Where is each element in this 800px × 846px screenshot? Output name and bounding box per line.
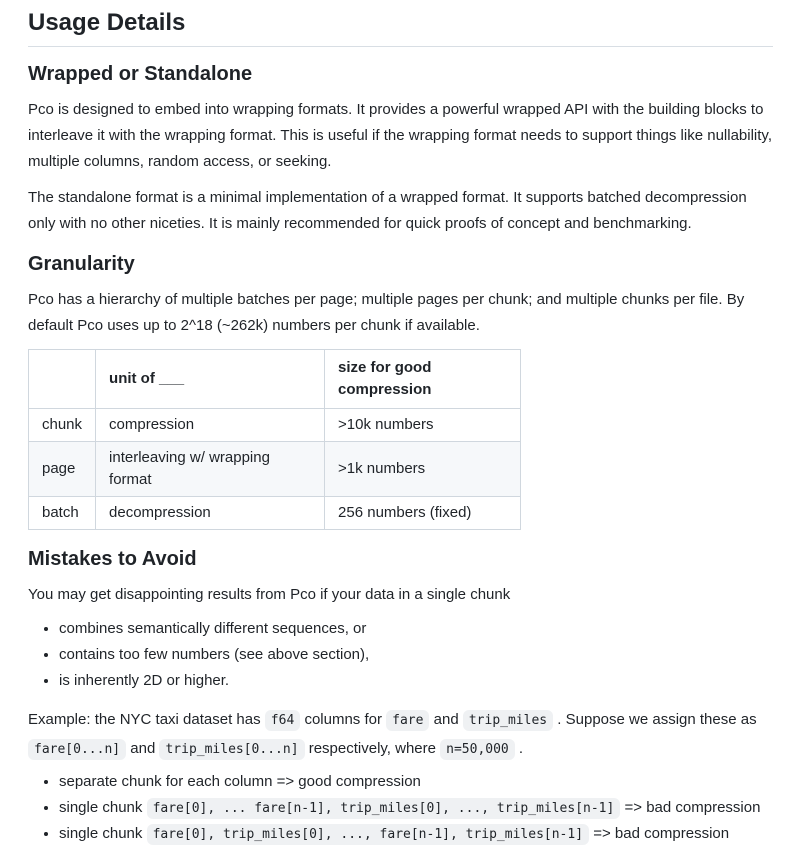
table-header-cell-size-for-good-compression: size for good compression bbox=[325, 350, 521, 409]
table-header-row bbox=[29, 350, 521, 409]
inline-code: fare bbox=[386, 710, 429, 731]
table-cell: interleaving w/ wrapping format bbox=[96, 442, 325, 497]
table-cell: 256 numbers (fixed) bbox=[325, 497, 521, 530]
example-text: and bbox=[126, 740, 160, 757]
list-item: • is inherently 2D or higher. bbox=[59, 668, 773, 693]
outcome-list bbox=[28, 769, 773, 846]
example-text: respectively, where bbox=[304, 740, 441, 757]
outcome-text: single chunk bbox=[59, 799, 147, 816]
inline-code: fare[0], trip_miles[0], ..., fare[n-1], trip_miles[n-1] bbox=[147, 824, 589, 845]
table-cell: >1k numbers bbox=[325, 442, 521, 497]
list-item: • combines semantically different sequences, or bbox=[59, 616, 773, 641]
table-header-cell-unit-of: unit of ___ bbox=[96, 350, 325, 409]
heading-wrapped-or-standalone: Wrapped or Standalone bbox=[28, 63, 253, 85]
paragraph-wrapped-2: The standalone format is a minimal implementation of a wrapped format. It supports batched decompression only with no other niceties. It is mainly recommended for quick proofs of concept and benchmarking. bbox=[28, 189, 747, 232]
example-paragraph bbox=[28, 705, 773, 763]
table-cell: decompression bbox=[96, 497, 325, 530]
inline-code: f64 bbox=[265, 710, 300, 731]
outcome-text: => bad compression bbox=[620, 799, 761, 816]
example-text: Example: the NYC taxi dataset has bbox=[28, 711, 265, 728]
inline-code: trip_miles bbox=[463, 710, 553, 731]
example-text: . bbox=[514, 740, 524, 757]
outcome-text: => bad compression bbox=[589, 825, 730, 842]
table-cell: compression bbox=[96, 409, 325, 442]
table-body bbox=[29, 409, 521, 530]
markdown-body bbox=[28, 8, 773, 846]
table-cell: page bbox=[29, 442, 96, 497]
table-header-cell-empty bbox=[29, 350, 96, 409]
page-title: Usage Details bbox=[28, 8, 773, 47]
example-text: . Suppose we assign these as bbox=[553, 711, 757, 728]
table-cell: chunk bbox=[29, 409, 96, 442]
table-row-batch bbox=[29, 497, 521, 530]
inline-code: fare[0...n] bbox=[28, 739, 126, 760]
granularity-table bbox=[28, 349, 521, 530]
heading-mistakes-to-avoid: Mistakes to Avoid bbox=[28, 548, 197, 570]
paragraph-wrapped-1: Pco is designed to embed into wrapping formats. It provides a powerful wrapped API with the building blocks to interleave it with the wrapping format. This is useful if the wrapping format needs to support things like nullability, multiple columns, random access, or seeking. bbox=[28, 101, 772, 170]
table-row-page bbox=[29, 442, 521, 497]
inline-code: trip_miles[0...n] bbox=[159, 739, 304, 760]
list-item bbox=[59, 795, 773, 820]
table-head bbox=[29, 350, 521, 409]
table-cell: batch bbox=[29, 497, 96, 530]
list-item bbox=[59, 821, 773, 846]
example-text: and bbox=[429, 711, 463, 728]
mistakes-list bbox=[28, 616, 773, 693]
outcome-text: single chunk bbox=[59, 825, 147, 842]
inline-code: n=50,000 bbox=[440, 739, 515, 760]
list-item bbox=[59, 769, 773, 794]
list-item: • contains too few numbers (see above section), bbox=[59, 642, 773, 667]
paragraph-mistakes-intro: You may get disappointing results from Pco if your data in a single chunk bbox=[28, 586, 511, 603]
outcome-text: separate chunk for each column => good compression bbox=[59, 773, 421, 790]
paragraph-granularity: Pco has a hierarchy of multiple batches per page; multiple pages per chunk; and multiple chunks per file. By default Pco uses up to 2^18 (~262k) numbers per chunk if available. bbox=[28, 291, 745, 334]
heading-granularity: Granularity bbox=[28, 253, 135, 275]
inline-code: fare[0], ... fare[n-1], trip_miles[0], ..., trip_miles[n-1] bbox=[147, 798, 621, 819]
table-cell: >10k numbers bbox=[325, 409, 521, 442]
example-text: columns for bbox=[300, 711, 387, 728]
table-row-chunk bbox=[29, 409, 521, 442]
